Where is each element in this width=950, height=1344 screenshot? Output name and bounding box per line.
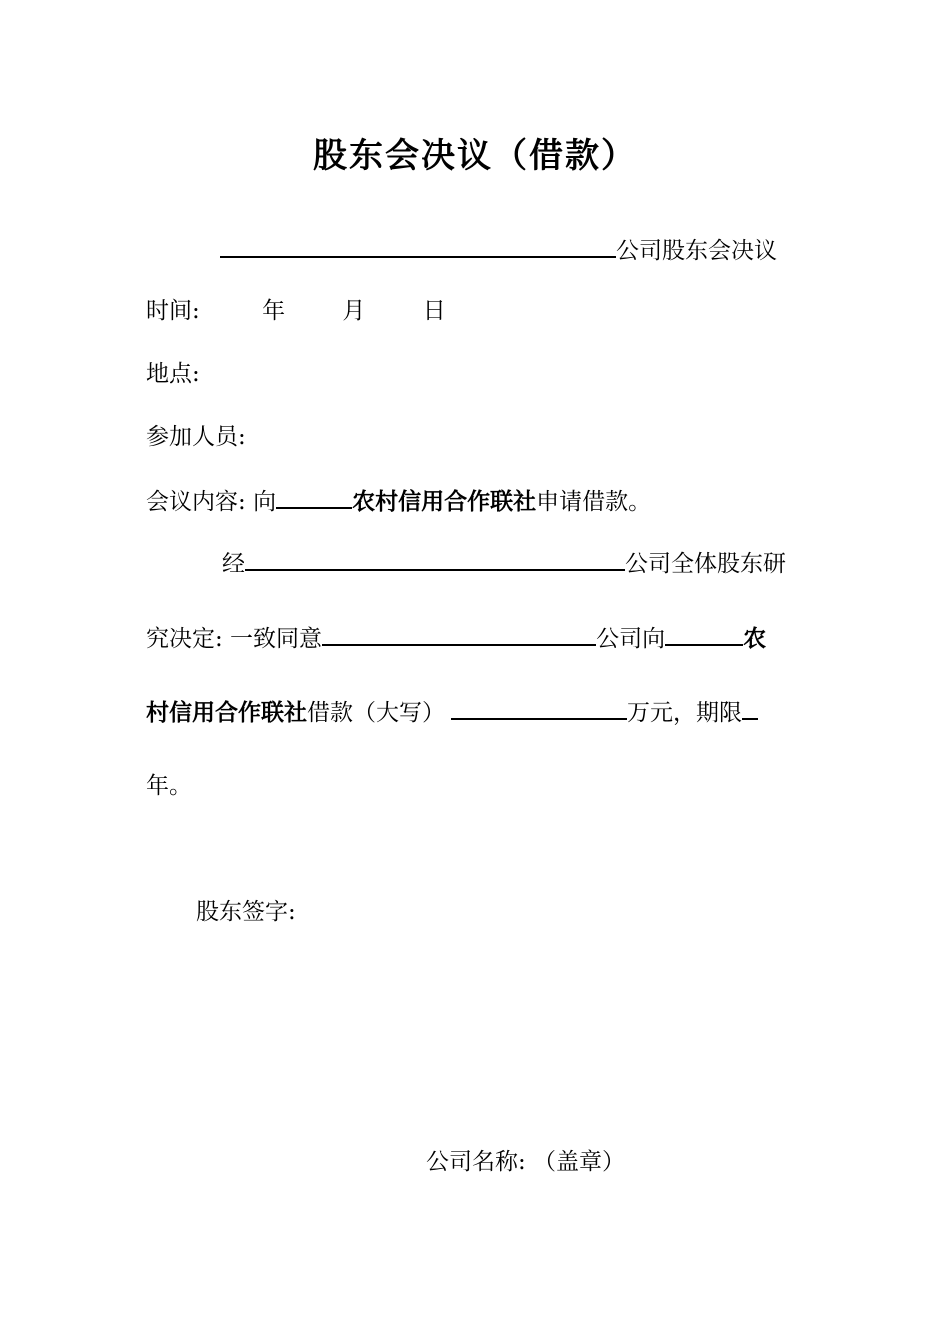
month-label: 月 <box>342 298 366 324</box>
content-to: 向 <box>253 489 277 515</box>
company-resolution-suffix: 公司股东会决议 <box>616 238 777 264</box>
year-label: 年 <box>262 298 286 324</box>
paragraph-line-3 <box>146 694 758 729</box>
p3-loan-amount: 借款（大写） <box>307 700 445 726</box>
time-line <box>146 295 446 327</box>
company-name-blank[interactable] <box>220 232 616 258</box>
shareholder-sign-line <box>196 896 296 928</box>
document-title: 股东会决议（借款） <box>313 136 637 176</box>
p1-company-blank[interactable] <box>245 545 625 571</box>
p3-coop-rest: 村信用合作联社 <box>146 699 307 726</box>
paragraph-line-1 <box>222 545 786 580</box>
company-name-label: 公司名称: （盖章） <box>426 1149 626 1175</box>
location-label: 地点: <box>146 361 200 387</box>
p2-coop-first: 农 <box>743 625 767 652</box>
time-label: 时间: <box>146 298 200 324</box>
content-line <box>146 483 651 518</box>
loan-amount-blank[interactable] <box>451 694 627 720</box>
attendees-label: 参加人员: <box>146 424 246 450</box>
content-label: 会议内容: <box>146 489 246 515</box>
p4-year: 年。 <box>146 773 192 799</box>
coop-name: 农村信用合作联社 <box>352 488 537 515</box>
p3-unit: 万元，期限 <box>627 700 742 726</box>
p2-coop-location-blank[interactable] <box>665 620 743 646</box>
p1-start: 经 <box>222 551 245 577</box>
day-label: 日 <box>422 298 446 324</box>
attendees-line <box>146 421 246 453</box>
term-blank[interactable] <box>742 694 758 720</box>
p2-company-to: 公司向 <box>596 626 666 652</box>
p1-company-all: 公司全体股东研 <box>625 551 786 577</box>
content-apply: 申请借款。 <box>536 489 652 515</box>
company-name-line <box>426 1146 625 1178</box>
p2-company-blank[interactable] <box>322 620 596 646</box>
paragraph-line-2 <box>146 620 766 655</box>
location-line <box>146 358 200 390</box>
paragraph-line-4 <box>146 770 192 802</box>
coop-location-blank[interactable] <box>276 483 352 509</box>
shareholder-sign-label: 股东签字: <box>196 899 296 925</box>
p2-start: 究决定: 一致同意 <box>146 626 323 652</box>
company-resolution-line <box>220 232 777 267</box>
